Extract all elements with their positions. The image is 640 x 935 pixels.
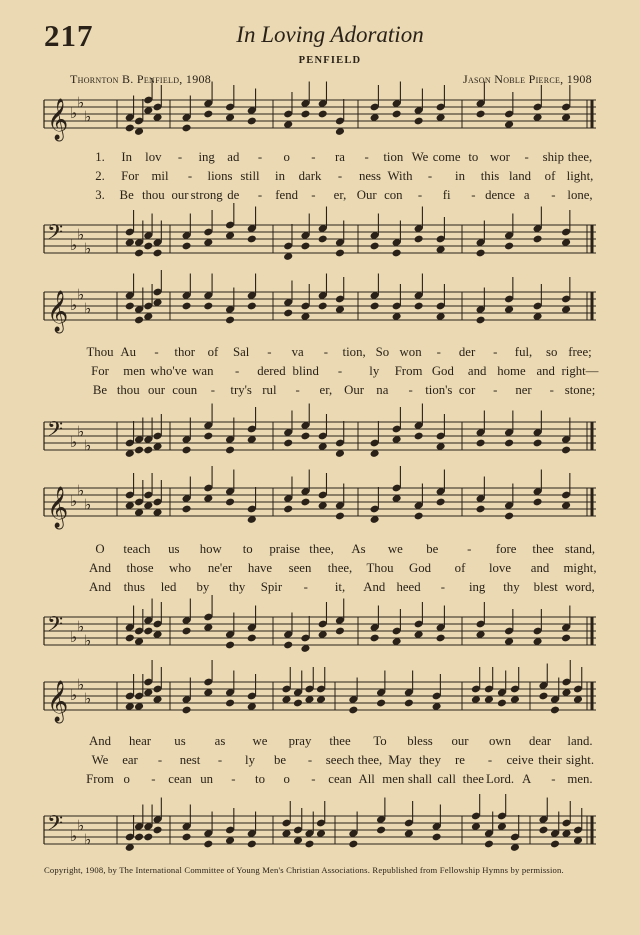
lyric-syllable: love [488,561,512,575]
lyric-syllable: land. [567,734,593,748]
lyric-syllable: God [431,364,454,378]
flat-icon: ♭ [70,433,78,451]
lyric-syllable: - [337,364,343,378]
tune-name: PENFIELD [298,55,362,66]
treble-clef-icon: 𝄞 [47,291,69,332]
lyric-syllable: mil [151,169,169,183]
flat-icon: ♭ [84,830,92,849]
flat-icon: ♭ [70,236,78,254]
flat-icon: ♭ [77,675,85,694]
lyric-syllable: of [454,561,466,575]
lyric-syllable: tion [383,150,404,164]
lyric-syllable: dered [257,364,286,378]
bass-clef-icon: 𝄢 [47,612,64,642]
lyric-syllable: praise [269,542,300,556]
lyric-syllable: - [311,150,316,164]
lyric-syllable: ing [468,580,486,594]
lyric-line [0,734,640,754]
lyric-syllable: From [394,364,423,378]
lyric-syllable: thee, [309,542,334,556]
lyric-syllable: - [493,345,498,359]
music-credit: Jason Noble Pierce, 1908 [463,72,592,86]
lyric-syllable: ing [198,150,215,164]
lyric-syllable: to [242,542,253,556]
lyric-syllable: And [88,734,112,748]
lyric-syllable: - [267,345,272,359]
lyric-syllable: cor [458,383,476,397]
lyric-syllable: - [323,345,329,359]
lyric-syllable: won [399,345,422,359]
lyric-syllable: de [227,188,240,202]
lyric-syllable: they [418,753,442,767]
lyric-syllable: God [408,561,432,575]
note-head [497,699,507,708]
lyric-syllable: blind [292,364,319,378]
lyric-syllable: 1. [95,150,105,164]
lyric-syllable: and [536,364,555,378]
lyric-syllable: - [524,150,529,164]
lyric-syllable: fi [442,188,451,202]
lyric-syllable: o [283,150,290,164]
lyric-syllable: - [151,772,156,786]
lyric-syllable: - [467,542,472,556]
lyric-syllable: Thou [86,345,114,359]
lyric-syllable: ear [122,753,138,767]
bass-clef-icon: 𝄢 [47,811,64,841]
note-head [550,706,560,715]
lyric-syllable: Lord. [485,772,515,786]
lyric-syllable: call [437,772,456,786]
lyric-syllable: own [488,734,512,748]
lyric-syllable: hear [128,734,152,748]
flat-icon: ♭ [84,239,92,258]
lyric-syllable: - [231,772,236,786]
lyric-syllable: - [471,188,476,202]
lyric-syllable: thee [462,772,484,786]
lyric-syllable: free; [568,345,592,359]
note-head [293,699,303,708]
lyric-syllable: cean [168,772,192,786]
lyric-syllable: their [538,753,562,767]
lyric-syllable: thou [116,383,140,397]
lyric-syllable: have [247,561,273,575]
lyric-syllable: and [530,561,550,575]
lyric-syllable: 3. [95,188,105,202]
lyric-syllable: ad [227,150,240,164]
lyric-syllable: rul [262,383,277,397]
note-head [225,699,235,708]
lyric-syllable: Au [120,345,137,359]
lyric-syllable: o [283,772,290,786]
lyric-syllable: Thou [366,561,394,575]
lyric-syllable: - [210,383,216,397]
flat-icon: ♭ [84,299,92,318]
lyric-syllable: na [376,383,389,397]
lyric-syllable: Our [344,383,365,397]
lyric-syllable: - [311,188,316,202]
lyric-syllable: - [551,188,556,202]
lyric-syllable: Spir [260,580,283,594]
lyric-syllable: re [455,753,465,767]
lyric-syllable: o [123,772,130,786]
lyric-syllable: word, [565,580,595,594]
lyric-syllable: - [487,753,493,767]
bass-clef-icon: 𝄢 [47,417,64,447]
note-head [181,833,191,842]
treble-clef-icon: 𝄞 [47,487,69,528]
lyric-syllable: fore [495,542,517,556]
lyric-syllable: bless [407,734,433,748]
lyric-syllable: might, [563,561,597,575]
lyric-syllable: our [171,188,189,202]
lyric-syllable: - [303,580,308,594]
lyric-syllable: Be [119,188,134,202]
lyric-syllable: fend [275,188,299,202]
lyric-syllable: un [200,772,214,786]
lyric-syllable: 2. [95,169,105,183]
lyric-syllable: stone; [564,383,596,397]
lyric-syllable: - [187,169,193,183]
lyric-syllable: and [467,364,487,378]
lyric-syllable: And [88,580,112,594]
lyric-syllable: in [275,169,285,183]
lyric-syllable: va [291,345,304,359]
lyric-syllable: men [123,364,146,378]
lyric-syllable: tion's [425,383,453,397]
lyric-syllable: - [417,188,423,202]
lyric-syllable: land [508,169,532,183]
lyric-syllable: er, [319,383,333,397]
lyric-syllable: - [217,753,223,767]
lyric-syllable: thy [228,580,246,594]
lyric-syllable: Sal [232,345,250,359]
lyric-syllable: - [427,169,433,183]
note-head [181,706,191,715]
copyright-notice: Copyright, 1908, by The International Committee of Young Men's Christian Associations. Republished from Fellowship Hymns by permission. [44,865,564,875]
flat-icon: ♭ [84,107,92,126]
lyric-syllable: - [295,383,300,397]
lyric-syllable: - [257,150,263,164]
lyric-syllable: still [240,169,260,183]
lyric-syllable: Be [92,383,108,397]
note-head [484,840,494,849]
lyric-syllable: dear [528,734,552,748]
lyric-syllable: - [157,753,163,767]
flat-icon: ♭ [77,93,85,112]
lyric-syllable: it, [334,580,346,594]
flat-icon: ♭ [84,495,92,514]
lyric-syllable: lions [207,169,233,183]
flat-icon: ♭ [77,422,85,441]
lyric-syllable: thee [329,734,351,748]
lyric-syllable: seen [288,561,312,575]
lyric-syllable: of [207,345,219,359]
bass-clef-icon: 𝄢 [47,220,64,250]
flat-icon: ♭ [77,816,85,835]
lyric-syllable: con [384,188,403,202]
lyric-syllable: home [497,364,526,378]
lyric-syllable: led [160,580,177,594]
lyric-syllable: ne'er [207,561,233,575]
lyric-syllable: wor [490,150,510,164]
lyric-syllable: - [177,150,183,164]
lyric-syllable: As [351,542,366,556]
lyric-syllable: who've [150,364,187,378]
lyric-syllable: - [257,188,263,202]
lyric-syllable: coun [172,383,198,397]
lyric-syllable: ness [358,169,382,183]
note-head [247,840,257,849]
lyric-syllable: teach [123,542,151,556]
lyric-syllable: lov [145,150,162,164]
lyric-syllable: we [252,734,268,748]
lyric-syllable: sight. [565,753,595,767]
flat-icon: ♭ [77,285,85,304]
lyric-syllable: - [364,150,369,164]
lyric-syllable: thee [532,542,554,556]
note-head [304,840,314,849]
lyric-syllable: Our [356,188,377,202]
lyric-syllable: we [387,542,403,556]
lyric-syllable: With [387,169,413,183]
lyric-line [0,753,640,773]
note-head [143,833,153,842]
lyric-syllable: And [88,561,112,575]
lyric-syllable: to [468,150,479,164]
lyric-syllable: May [388,753,412,767]
lyric-syllable: light, [566,169,594,183]
words-credit: Thornton B. Penfield, 1908 [70,72,212,86]
note-head [404,699,414,708]
note-head [538,692,548,701]
lyric-syllable: - [549,383,554,397]
lyric-syllable: - [440,580,445,594]
lyric-syllable: - [551,772,556,786]
lyric-syllable: thus [123,580,145,594]
lyric-syllable: come [432,150,461,164]
lyric-syllable: wan [192,364,214,378]
lyric-syllable: - [311,772,316,786]
lyric-syllable: strong [190,188,223,202]
flat-icon: ♭ [84,436,92,455]
lyric-syllable: lone, [567,188,593,202]
lyric-syllable: We [411,150,429,164]
lyric-syllable: From [86,772,114,786]
lyric-syllable: dence [485,188,515,202]
lyric-syllable: ra [335,150,345,164]
lyric-syllable: try's [230,383,252,397]
lyric-syllable: be [273,753,287,767]
lyric-syllable: ceive [506,753,534,767]
note-head [376,826,386,835]
lyric-syllable: - [307,753,313,767]
note-head [432,833,442,842]
lyric-syllable: ly [245,753,255,767]
note-head [538,826,548,835]
lyric-syllable: as [214,734,226,748]
lyric-syllable: thee, [567,150,593,164]
lyric-syllable: who [168,561,192,575]
lyric-syllable: of [544,169,556,183]
lyric-syllable: So [375,345,390,359]
lyric-syllable: - [436,345,441,359]
flat-icon: ♭ [70,104,78,122]
lyric-syllable: tion, [342,345,366,359]
lyric-syllable: a [523,188,530,202]
lyric-syllable: shall [407,772,433,786]
lyric-syllable: our [147,383,165,397]
treble-clef-icon: 𝄞 [47,99,69,140]
note-head [203,840,213,849]
lyric-syllable: thy [503,580,520,594]
lyric-syllable: heed [396,580,421,594]
lyric-syllable: In [121,150,132,164]
lyric-syllable: All [358,772,375,786]
lyric-syllable: those [126,561,154,575]
flat-icon: ♭ [77,481,85,500]
treble-clef-icon: 𝄞 [47,681,69,722]
lyric-syllable: blest [533,580,558,594]
lyric-syllable: A [522,772,532,786]
lyric-syllable: cean [328,772,352,786]
lyric-syllable: nest [179,753,201,767]
lyric-syllable: dark [298,169,322,183]
lyric-syllable: this [480,169,500,183]
lyric-syllable: For [121,169,139,183]
note-head [348,840,358,849]
flat-icon: ♭ [70,296,78,314]
lyric-syllable: For [91,364,109,378]
lyric-syllable: ly [369,364,380,378]
lyric-syllable: seech [325,753,355,767]
lyric-syllable: in [455,169,465,183]
lyric-syllable: stand, [564,542,596,556]
lyric-syllable: To [373,734,387,748]
lyric-syllable: - [235,364,240,378]
flat-icon: ♭ [77,617,85,636]
lyric-syllable: er, [333,188,347,202]
lyric-syllable: how [199,542,222,556]
lyric-syllable: us [168,542,180,556]
flat-icon: ♭ [84,689,92,708]
lyric-line [0,772,640,792]
lyric-syllable: so [546,345,558,359]
lyric-syllable: O [95,542,105,556]
lyric-syllable: - [337,169,343,183]
flat-icon: ♭ [70,628,78,646]
hymn-number: 217 [44,18,94,53]
lyric-syllable: der [458,345,476,359]
lyric-syllable: thee, [357,753,383,767]
lyric-syllable: And [363,580,386,594]
lyric-syllable: - [493,383,498,397]
note-head [376,699,386,708]
lyric-syllable: us [174,734,186,748]
note-head [348,706,358,715]
lyric-syllable: men [382,772,405,786]
lyric-syllable: - [408,383,413,397]
lyric-syllable: thee, [327,561,353,575]
lyric-syllable: thor [174,345,196,359]
flat-icon: ♭ [70,686,78,704]
lyric-syllable: men. [567,772,593,786]
note-head [550,840,560,849]
hymn-title: In Loving Adoration [236,22,424,47]
lyric-syllable: ship [542,150,564,164]
lyric-syllable: be [426,542,439,556]
lyric-syllable: right— [561,364,599,378]
lyric-syllable: pray [288,734,312,748]
lyric-syllable: our [451,734,469,748]
flat-icon: ♭ [77,225,85,244]
flat-icon: ♭ [70,492,78,510]
lyric-syllable: thou [141,188,165,202]
note-head [134,833,144,842]
note-head [152,826,162,835]
lyric-syllable: ful, [514,345,533,359]
flat-icon: ♭ [70,827,78,845]
lyric-syllable: ner [515,383,532,397]
flat-icon: ♭ [84,631,92,650]
lyric-syllable: We [91,753,109,767]
lyric-syllable: - [154,345,159,359]
lyric-syllable: to [255,772,265,786]
lyric-syllable: by [196,580,210,594]
